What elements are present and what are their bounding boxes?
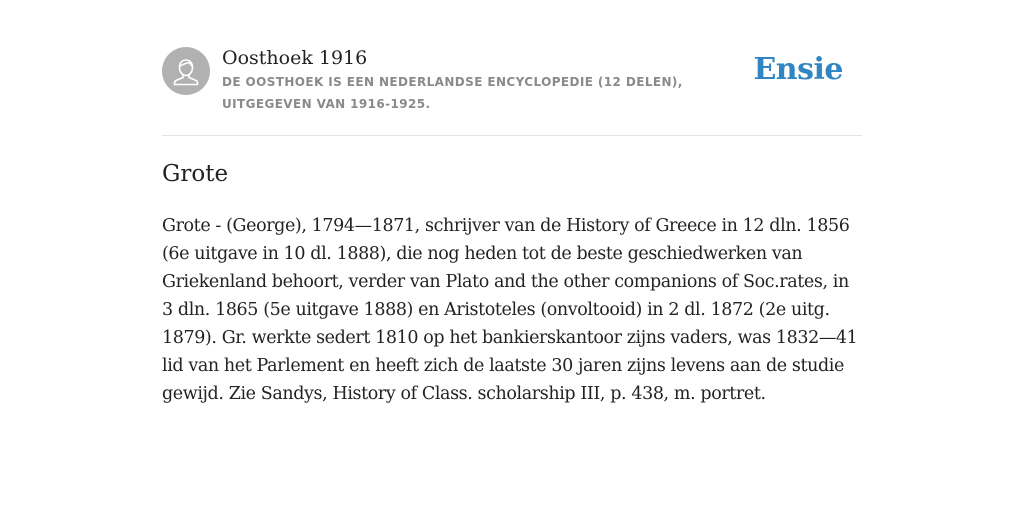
entry-title: Grote: [162, 161, 229, 187]
source-description: DE OOSTHOEK IS EEN NEDERLANDSE ENCYCLOPEDIE (12 DELEN), UITGEGEVEN VAN 1916-1925.: [222, 75, 683, 111]
source-header: [162, 46, 862, 136]
user-silhouette-icon[interactable]: [162, 47, 210, 95]
source-title[interactable]: Oosthoek 1916: [222, 47, 368, 69]
ensie-logo[interactable]: Ensie: [753, 52, 843, 87]
entry-body: Grote - (George), 1794—1871, schrijver van de History of Greece in 12 dln. 1856 (6e uitgave in 10 dl. 1888), die nog heden tot de beste geschiedwerken van Griekenland behoort, verder van Plato and the other companions of Soc.rates, in 3 dln. 1865 (5e uitgave 1888) en Aristoteles (onvoltooid) in 2 dl. 1872 (2e uitg. 1879). Gr. werkte sedert 1810 op het bankierskantoor zijns vaders, was 1832—41 lid van het Parlement en heeft zich de laatste 30 jaren zijns levens aan de studie gewijd. Zie Sandys, History of Class. scholarship III, p. 438, m. portret.: [162, 216, 858, 404]
header-divider: [162, 135, 862, 136]
source-info: [222, 46, 762, 115]
